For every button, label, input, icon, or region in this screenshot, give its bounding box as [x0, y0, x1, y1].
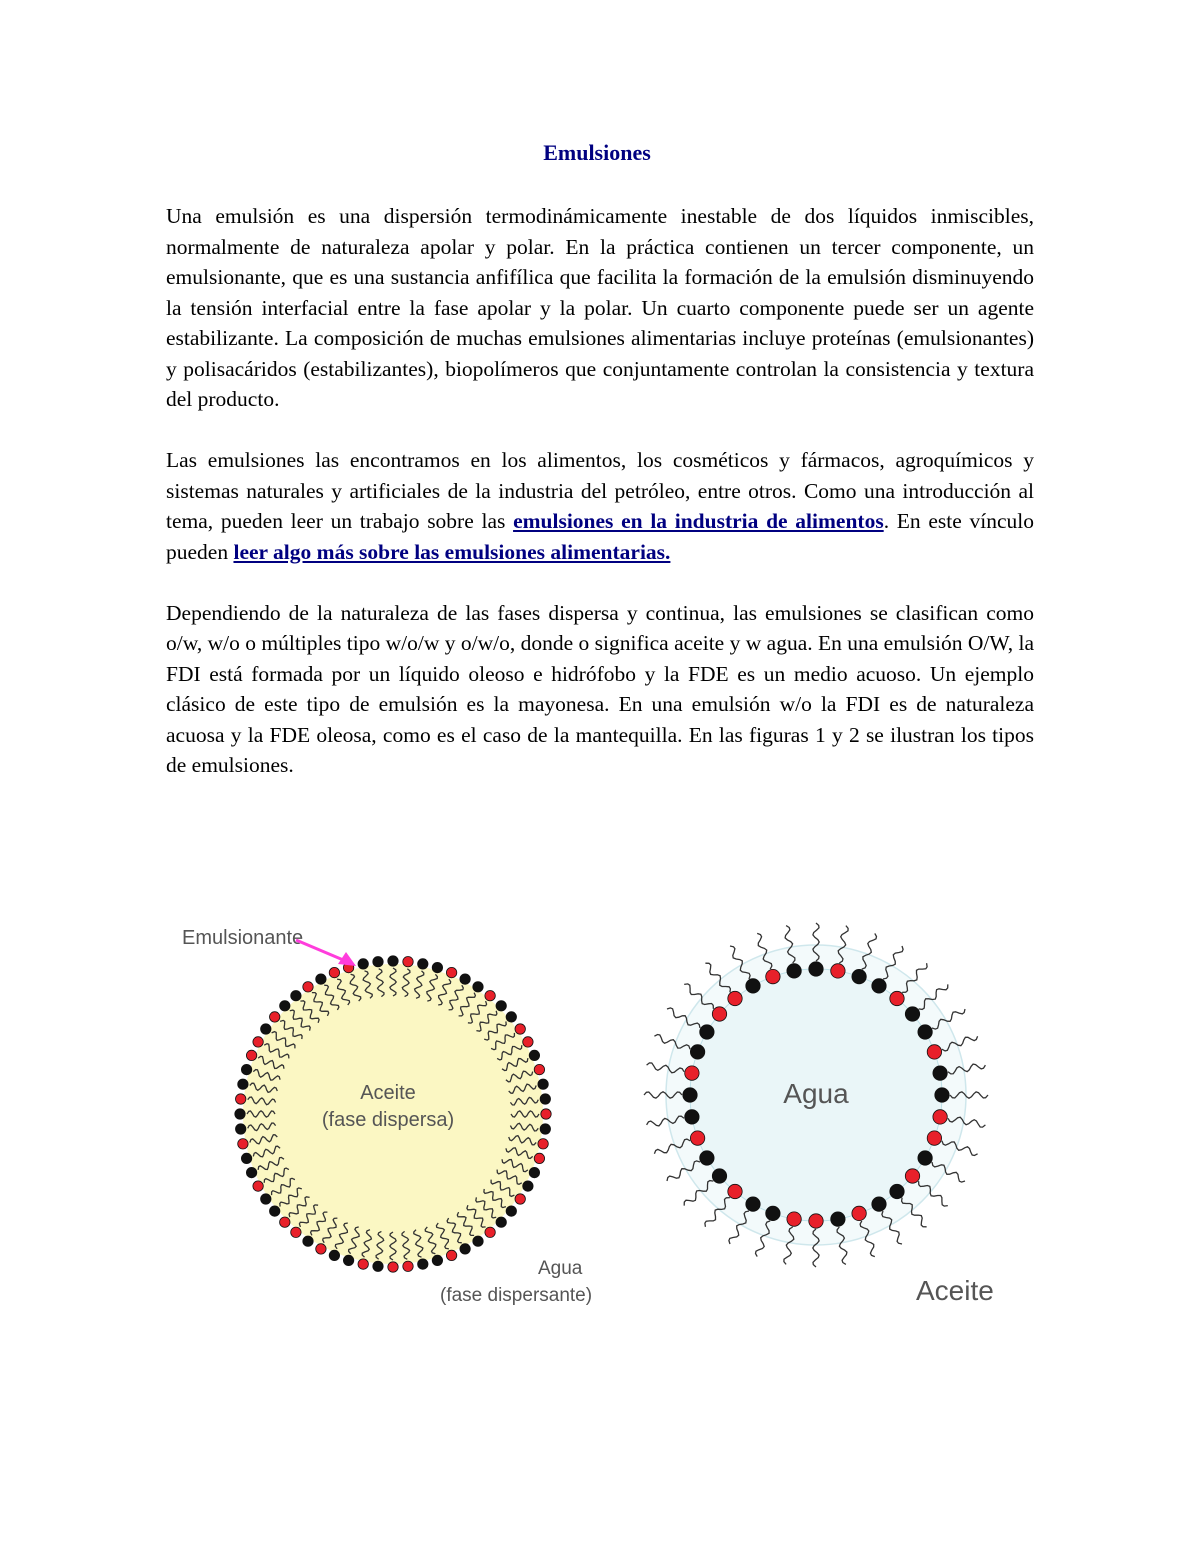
figure-wo-outer-label: Aceite — [916, 1275, 994, 1306]
figure-wo-center-label: Agua — [783, 1078, 849, 1109]
figure-ow-surfactant-head — [236, 1094, 246, 1104]
figure-ow-surfactant-head — [496, 1001, 506, 1011]
figure-ow-surfactant-head — [515, 1194, 525, 1204]
figure-wo-surfactant-head — [905, 1169, 919, 1183]
page-title: Emulsiones — [543, 140, 651, 165]
figure-wo-surfactant-head — [890, 1184, 904, 1198]
figures — [0, 900, 1200, 1330]
paragraph-applications — [166, 445, 1034, 567]
figure-ow-surfactant-head — [432, 962, 442, 972]
paragraph-classification: Dependiendo de la naturaleza de las fases dispersa y continua, las emulsiones se clasifican como o/w, w/o o múltiples tipo w/o/w y o/w/o, donde o significa aceite y w agua. En una emulsión O/W, la FDI está formada por un líquido oleoso e hidrófobo y la FDE es un medio acuoso. Un ejemplo clásico de este tipo de emulsión es la mayonesa. En una emulsión w/o la FDI es de naturaleza acuosa y la FDE oleosa, como es el caso de la mantequilla. En las figuras 1 y 2 se ilustran los tipos de emulsiones. — [166, 600, 1034, 777]
figure-ow-surfactant-head — [534, 1153, 544, 1163]
paragraph-applications-text-a: Las emulsiones las encontramos en los alimentos, los cosméticos y fármacos, agroquímicos y sistemas naturales y artificiales de la industria del petróleo, entre otros. Como una introducción al tema, pueden leer un trabajo sobre las — [166, 448, 1034, 533]
figure-wo-surfactant-head — [766, 1206, 780, 1220]
figure-ow-surfactant-head — [460, 974, 470, 984]
figure-ow-surfactant-head — [236, 1124, 246, 1134]
figure-wo-surfactant-head — [685, 1110, 699, 1124]
figure-ow-outer-line1: Agua — [538, 1258, 583, 1279]
link-emulsiones-alimentarias[interactable]: leer algo más sobre las emulsiones alimentarias. — [233, 539, 671, 564]
figure-wo-surfactant-head — [700, 1025, 714, 1039]
figure-wo-surfactant-head — [935, 1088, 949, 1102]
figure-ow-surfactant-head — [358, 959, 368, 969]
figure-ow-surfactant-head — [238, 1139, 248, 1149]
figure-ow-surfactant-head — [534, 1064, 544, 1074]
figure-ow-surfactant-head — [253, 1037, 263, 1047]
figure-ow-surfactant-head — [496, 1217, 506, 1227]
figure-ow-surfactant-head — [388, 1262, 398, 1272]
figure-wo-surfactant-head — [831, 964, 845, 978]
figure-ow-surfactant-head — [316, 1244, 326, 1254]
figure-wo-surfactant-head — [787, 964, 801, 978]
figure-ow-surfactant-head — [403, 1261, 413, 1271]
figure-ow-surfactant-head — [253, 1181, 263, 1191]
figure-wo-surfactant-head — [712, 1007, 726, 1021]
figure-wo-surfactant-head — [852, 1206, 866, 1220]
figure-ow-emulsion — [160, 900, 610, 1330]
figure-ow-surfactant-head — [343, 1255, 353, 1265]
figure-ow-surfactant-head — [506, 1012, 516, 1022]
figure-ow-emulsifier-label: Emulsionante — [182, 927, 304, 949]
figure-ow-surfactant-head — [291, 1227, 301, 1237]
figure-ow-surfactant-head — [270, 1012, 280, 1022]
figure-ow-surfactant-head — [316, 974, 326, 984]
figure-wo-surfactant-head — [746, 1197, 760, 1211]
figure-ow-emulsifier-arrow — [296, 940, 348, 962]
figure-wo-surfactant-head — [872, 979, 886, 993]
figure-ow-surfactant-head — [540, 1124, 550, 1134]
figure-wo-surfactant-head — [690, 1045, 704, 1059]
figure-ow-surfactant-head — [261, 1024, 271, 1034]
figure-ow-surfactant-head — [529, 1167, 539, 1177]
figure-ow-surfactant-head — [446, 1250, 456, 1260]
document-body — [166, 201, 1034, 781]
figure-wo-surfactant-head — [766, 969, 780, 983]
figure-wo-surfactant-head — [690, 1131, 704, 1145]
figure-wo-surfactant-head — [831, 1212, 845, 1226]
figure-ow-surfactant-head — [432, 1255, 442, 1265]
figure-ow-surfactant-head — [506, 1206, 516, 1216]
figure-ow-surfactant-head — [373, 1261, 383, 1271]
figure-ow-surfactant-head — [485, 1227, 495, 1237]
figure-ow-surfactant-head — [241, 1153, 251, 1163]
figure-ow-surfactant-head — [538, 1079, 548, 1089]
figure-wo-surfactant-head — [927, 1131, 941, 1145]
paragraph-applications-text-b: . En este vínculo pueden — [166, 509, 1034, 564]
figure-wo-surfactant-head — [712, 1169, 726, 1183]
figure-ow-surfactant-head — [473, 982, 483, 992]
figure-wo-surfactant-head — [890, 991, 904, 1005]
figure-ow-surfactant-head — [460, 1244, 470, 1254]
figure-wo-surfactant-head — [933, 1110, 947, 1124]
figure-wo-surfactant-head — [809, 962, 823, 976]
figure-ow-surfactant-head — [270, 1206, 280, 1216]
figure-wo-surfactant-head — [685, 1066, 699, 1080]
figure-wo-surfactant-head — [683, 1088, 697, 1102]
figure-ow-surfactant-head — [418, 1259, 428, 1269]
figure-ow-surfactant-head — [403, 957, 413, 967]
figure-ow-surfactant-head — [388, 956, 398, 966]
figure-wo-surfactant-head — [933, 1066, 947, 1080]
figure-ow-surfactant-head — [418, 959, 428, 969]
figure-wo-surfactant-head — [872, 1197, 886, 1211]
figure-ow-center-line1: Aceite — [360, 1082, 416, 1104]
figure-ow-surfactant-head — [261, 1194, 271, 1204]
figure-ow-surfactant-head — [291, 991, 301, 1001]
figure-ow-surfactant-head — [358, 1259, 368, 1269]
figure-wo-surfactant-head — [728, 1184, 742, 1198]
figure-wo-surfactant-head — [918, 1151, 932, 1165]
figure-wo-surfactant-head — [746, 979, 760, 993]
figure-ow-surfactant-head — [238, 1079, 248, 1089]
figure-ow-surfactant-head — [241, 1064, 251, 1074]
figure-ow-surfactant-head — [485, 991, 495, 1001]
link-emulsiones-industria-alimentos[interactable]: emulsiones en la industria de alimentos — [513, 509, 884, 533]
figure-wo-surfactant-head — [852, 969, 866, 983]
figure-ow-surfactant-head — [540, 1094, 550, 1104]
figure-ow-surfactant-head — [303, 982, 313, 992]
figure-ow-surfactant-head — [523, 1037, 533, 1047]
figure-ow-surfactant-head — [246, 1050, 256, 1060]
figure-ow-center-line2: (fase dispersa) — [321, 1109, 455, 1131]
figure-wo-surfactant-head — [728, 991, 742, 1005]
figure-ow-outer-line2: (fase dispersante) — [440, 1285, 593, 1306]
figure-ow-surfactant-head — [373, 957, 383, 967]
figure-ow-surfactant-head — [529, 1050, 539, 1060]
figure-ow-surfactant-head — [541, 1109, 551, 1119]
figure-wo-surfactant-head — [809, 1214, 823, 1228]
figure-ow-surfactant-head — [523, 1181, 533, 1191]
figure-ow-surfactant-head — [329, 967, 339, 977]
figure-wo-surfactant-head — [905, 1007, 919, 1021]
figure-ow-surfactant-head — [329, 1250, 339, 1260]
figure-wo-surfactant-head — [787, 1212, 801, 1226]
figure-wo-surfactant-head — [918, 1025, 932, 1039]
figure-wo-surfactant-head — [700, 1151, 714, 1165]
figure-wo-emulsion — [636, 900, 1016, 1330]
figure-ow-surfactant-head — [246, 1167, 256, 1177]
figure-ow-surfactant-head — [515, 1024, 525, 1034]
figure-ow-surfactant-head — [235, 1109, 245, 1119]
figure-ow-surfactant-head — [538, 1139, 548, 1149]
figure-wo-surfactant-head — [927, 1045, 941, 1059]
figure-ow-surfactant-head — [280, 1001, 290, 1011]
figure-ow-surfactant-head — [446, 967, 456, 977]
figure-ow-surfactant-head — [303, 1236, 313, 1246]
figure-ow-surfactant-head — [473, 1236, 483, 1246]
paragraph-definition: Una emulsión es una dispersión termodinámicamente inestable de dos líquidos inmiscibles, normalmente de naturaleza apolar y polar. En la práctica contienen un tercer componente, un emulsionante, que es una sustancia anfifílica que facilita la formación de la emulsión disminuyendo la tensión interfacial entre la fase apolar y la polar. Un cuarto componente puede ser un agente estabilizante. La composición de muchas emulsiones alimentarias incluye proteínas (emulsionantes) y polisacáridos (estabilizantes), biopolímeros que conjuntamente controlan la consistencia y textura del producto. — [166, 204, 1034, 411]
figure-ow-surfactant-head — [280, 1217, 290, 1227]
